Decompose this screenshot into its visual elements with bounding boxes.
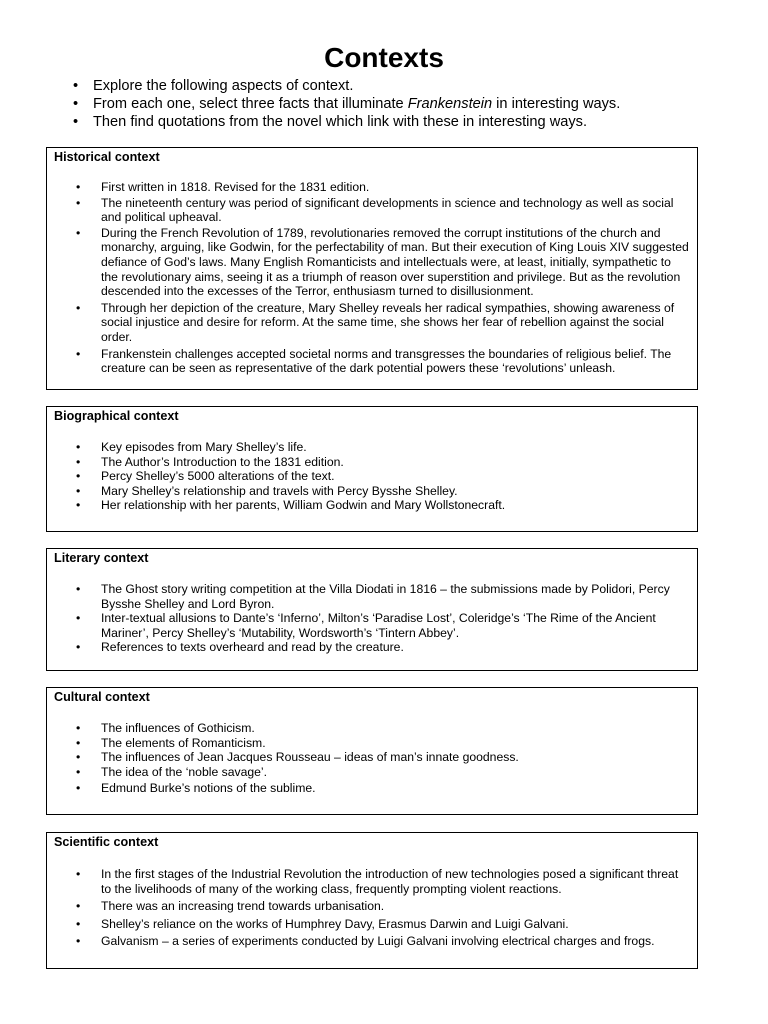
list-item: • The influences of Gothicism. xyxy=(76,721,255,735)
literary-context-box xyxy=(46,548,698,671)
section-list xyxy=(75,582,689,655)
bullet-icon: • xyxy=(76,454,81,469)
bullet-icon: • xyxy=(76,916,81,931)
bullet-icon: • xyxy=(76,611,81,626)
bullet-icon: • xyxy=(76,934,81,949)
intro-item: • Then find quotations from the novel which link with these in interesting ways. xyxy=(73,114,588,130)
list-item: • Frankenstein challenges accepted societal norms and transgresses the boundaries of religious belief. The creature can be seen as representative of the dark potential powers these ‘revolutions’ unleash. xyxy=(76,346,672,376)
list-item: • First written in 1818. Revised for the 1831 edition. xyxy=(76,180,370,194)
bullet-icon: • xyxy=(76,225,81,240)
bullet-icon: • xyxy=(76,899,81,914)
bullet-icon: • xyxy=(76,346,81,361)
historical-context-box xyxy=(46,147,698,390)
list-item: • Mary Shelley’s relationship and travels with Percy Bysshe Shelley. xyxy=(76,483,458,498)
cultural-context-box xyxy=(46,687,698,815)
scientific-context-box xyxy=(46,832,698,969)
biographical-context-box xyxy=(46,406,698,532)
section-title: Literary context xyxy=(54,551,149,565)
list-item: • Galvanism – a series of experiments conducted by Luigi Galvani involving electrical charges and frogs. xyxy=(76,934,655,949)
bullet-icon: • xyxy=(76,498,81,513)
bullet-icon: • xyxy=(73,78,79,94)
list-item: • Percy Shelley’s 5000 alterations of the text. xyxy=(76,469,335,484)
list-item: • References to texts overheard and read by the creature. xyxy=(76,640,404,655)
bullet-icon: • xyxy=(76,764,81,779)
intro-list xyxy=(73,77,620,131)
list-item: • The nineteenth century was period of significant developments in science and technology as well as social and political upheaval. xyxy=(76,195,674,225)
bullet-icon: • xyxy=(76,195,81,210)
list-item: • Inter-textual allusions to Dante’s ‘Inferno’, Milton’s ‘Paradise Lost’, Coleridge’s ‘The Rime of the Ancient Mariner’, Percy Shelley’s ‘Mutability, Wordsworth’s ‘Tintern Abbey’. xyxy=(76,611,656,640)
list-item: • There was an increasing trend towards urbanisation. xyxy=(76,899,385,914)
list-item: • Her relationship with her parents, William Godwin and Mary Wollstonecraft. xyxy=(76,498,506,513)
bullet-icon: • xyxy=(76,721,81,735)
list-item: • Through her depiction of the creature, Mary Shelley reveals her radical sympathies, showing awareness of social injustice and desire for reform. At the same time, she shows her fear of rebellion against the social order. xyxy=(76,300,675,344)
bullet-icon: • xyxy=(76,867,81,881)
bullet-icon: • xyxy=(76,440,81,454)
list-item: • The Author’s Introduction to the 1831 edition. xyxy=(76,454,344,469)
list-item: • In the first stages of the Industrial Revolution the introduction of new technologies posed a significant threat to the livelihoods of many of the working class, frequently prompting violent reactions. xyxy=(76,867,679,896)
bullet-icon: • xyxy=(76,180,81,194)
bullet-icon: • xyxy=(76,735,81,750)
bullet-icon: • xyxy=(76,750,81,765)
bullet-icon: • xyxy=(73,96,79,112)
intro-item: • From each one, select three facts that illuminate Frankenstein in interesting ways. xyxy=(73,96,621,112)
section-title: Scientific context xyxy=(54,835,159,849)
list-item: • Shelley’s reliance on the works of Humphrey Davy, Erasmus Darwin and Luigi Galvani. xyxy=(76,916,569,931)
section-list xyxy=(75,721,689,796)
list-item: • The influences of Jean Jacques Rousseau – ideas of man’s innate goodness. xyxy=(76,750,519,765)
novel-title: Frankenstein xyxy=(407,96,493,112)
section-title: Cultural context xyxy=(54,690,150,704)
bullet-icon: • xyxy=(76,582,81,596)
section-title: Biographical context xyxy=(54,409,179,423)
bullet-icon: • xyxy=(76,781,81,796)
section-list xyxy=(75,180,689,376)
intro-item: • Explore the following aspects of context. xyxy=(73,78,354,94)
list-item: • Edmund Burke’s notions of the sublime. xyxy=(76,781,316,796)
list-item: • Key episodes from Mary Shelley’s life. xyxy=(76,440,307,454)
list-item: • The Ghost story writing competition at the Villa Diodati in 1816 – the submissions made by Polidori, Percy Bysshe Shelley and Lord Byron. xyxy=(76,582,670,611)
list-item: • The elements of Romanticism. xyxy=(76,735,266,750)
section-title: Historical context xyxy=(54,150,160,164)
bullet-icon: • xyxy=(76,640,81,655)
bullet-icon: • xyxy=(76,483,81,498)
bullet-icon: • xyxy=(76,300,81,315)
section-list xyxy=(75,440,689,513)
list-item: • The idea of the ‘noble savage’. xyxy=(76,764,268,779)
bullet-icon: • xyxy=(73,114,79,130)
bullet-icon: • xyxy=(76,469,81,484)
list-item: • During the French Revolution of 1789, revolutionaries removed the corrupt institutions of the church and monarchy, arguing, like Godwin, for the perfectability of man. But their execution of King Louis XIV suggested defiance of God’s laws. Many English Romanticists and intellectuals were, at least, initially, sympathetic to the revolutionary aims, seeing it as a triumph of reason over superstition and privilege. But as the revolution descended into the excesses of the Terror, enthusiasm turned to disillusionment. xyxy=(76,225,689,299)
page-title: Contexts xyxy=(324,42,444,73)
section-list xyxy=(75,867,689,949)
